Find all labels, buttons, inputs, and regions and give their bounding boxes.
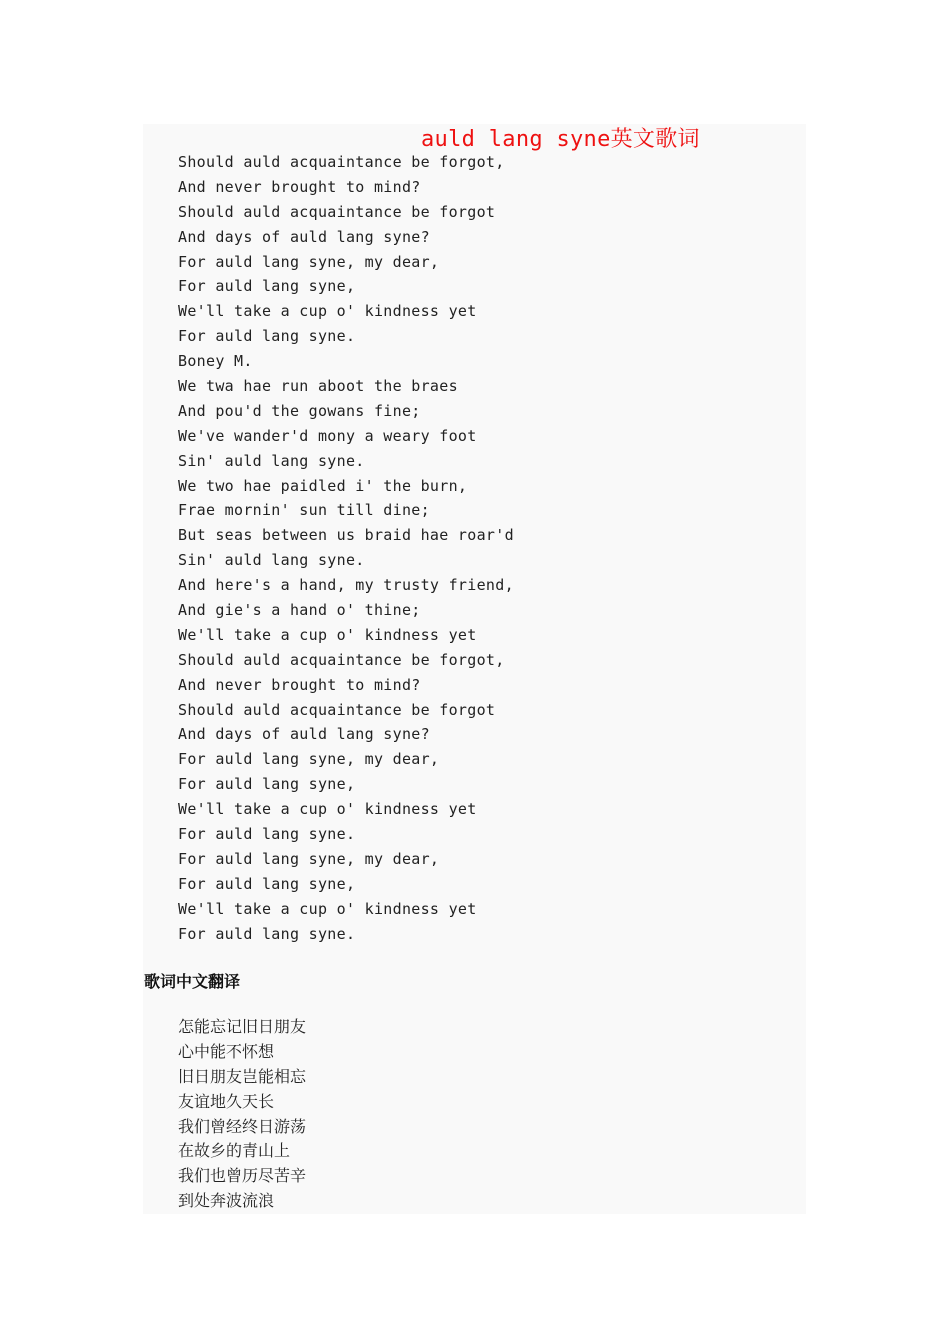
lyric-line: We'll take a cup o' kindness yet [178, 302, 477, 321]
lyric-line: For auld lang syne. [178, 825, 356, 844]
lyric-line: For auld lang syne. [178, 327, 356, 346]
translation-line: 在故乡的青山上 [178, 1141, 291, 1161]
translation-heading: 歌词中文翻译 [144, 972, 241, 991]
lyric-line: Should auld acquaintance be forgot [178, 202, 496, 221]
translation-line: 旧日朋友岂能相忘 [178, 1066, 307, 1086]
lyric-line: Sin' auld lang syne. [178, 551, 365, 570]
lyric-line: And days of auld lang syne? [178, 227, 430, 246]
lyric-line: We'll take a cup o' kindness yet [178, 899, 477, 918]
lyric-line: For auld lang syne, my dear, [178, 252, 440, 271]
translation-line: 到处奔波流浪 [178, 1191, 275, 1211]
lyric-line: Frae mornin' sun till dine; [178, 501, 430, 520]
translation-line: 心中能不怀想 [178, 1041, 275, 1061]
lyric-line: And never brought to mind? [178, 177, 421, 196]
lyric-line: We'll take a cup o' kindness yet [178, 800, 477, 819]
lyric-line: For auld lang syne. [178, 924, 356, 943]
english-lyrics [178, 150, 514, 947]
lyric-line: We twa hae run aboot the braes [178, 377, 458, 396]
translation-line: 怎能忘记旧日朋友 [178, 1017, 307, 1036]
lyric-line: For auld lang syne, my dear, [178, 849, 440, 868]
lyric-line: We've wander'd mony a weary foot [178, 426, 477, 445]
lyric-line: And pou'd the gowans fine; [178, 401, 421, 420]
lyric-line: Sin' auld lang syne. [178, 451, 365, 470]
lyric-line: And gie's a hand o' thine; [178, 601, 421, 620]
page-title: auld lang syne英文歌词 [421, 127, 700, 152]
translation-line: 友谊地久天长 [178, 1091, 275, 1111]
lyric-line: And never brought to mind? [178, 675, 421, 694]
lyric-line: For auld lang syne, [178, 874, 356, 893]
lyric-line: But seas between us braid hae roar'd [178, 526, 514, 545]
lyric-line: Boney M. [178, 352, 253, 371]
lyric-line: And days of auld lang syne? [178, 725, 430, 744]
lyric-line: Should auld acquaintance be forgot, [178, 153, 505, 171]
lyric-line: We'll take a cup o' kindness yet [178, 625, 477, 644]
lyric-line: Should auld acquaintance be forgot [178, 700, 496, 719]
lyric-line: We two hae paidled i' the burn, [178, 476, 468, 495]
chinese-translation [178, 1015, 306, 1214]
lyric-line: Should auld acquaintance be forgot, [178, 650, 505, 669]
lyric-line: And here's a hand, my trusty friend, [178, 576, 514, 595]
translation-line: 我们也曾历尽苦辛 [178, 1166, 307, 1186]
lyric-line: For auld lang syne, my dear, [178, 750, 440, 769]
lyric-line: For auld lang syne, [178, 775, 356, 794]
lyric-line: For auld lang syne, [178, 277, 356, 296]
translation-line: 我们曾经终日游荡 [178, 1116, 307, 1136]
